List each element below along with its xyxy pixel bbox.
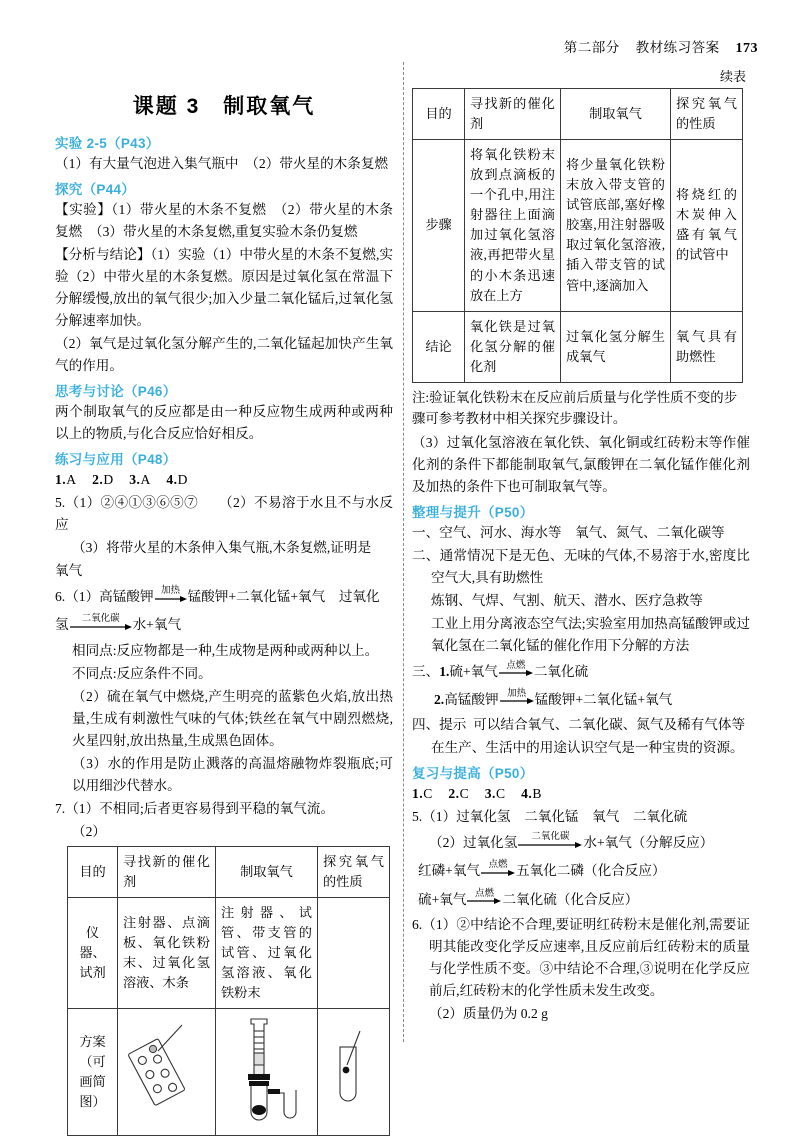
choice-answer: D [177,472,188,488]
reaction-arrow-ignite [481,860,515,878]
cell-steps-3: 将烧红的木炭伸入盛有氧气的试管中 [671,140,743,312]
choice-number: 3. [129,472,141,488]
practice-q5-3: （3）将带火星的木条伸入集气瓶,木条复燃,证明是 [72,540,372,556]
reaction-condition: 加热 [161,586,181,597]
chapter-title: 课题 3 制取氧气 [132,95,316,118]
eq-right: 二氧化硫（化合反应） [502,891,639,907]
choice-answer: C [423,786,433,802]
table-row [68,1009,390,1136]
cell-apparatus-1: 注射器、点滴板、氧化铁粉末、过氧化氢溶液、木条 [118,897,216,1008]
table-row [68,897,390,1008]
section-name: 思考与讨论 [55,384,124,400]
reaction-arrow-ignite [467,888,501,906]
table-row [413,140,743,312]
eq-prefix: （2）过氧化氢 [429,835,518,851]
section-heading-practice [55,448,393,468]
inquiry-experiment-label: 【实验】 [55,202,112,218]
row-label-purpose: 目的 [68,846,118,897]
row-label-scheme: 方案（可画简图） [68,1009,118,1136]
practice-q5-3b: 氧气 [55,563,83,579]
section-heading-experiment-2-5 [55,132,393,152]
inquiry-experiment [55,199,393,243]
cell-purpose-3: 探究氧气的性质 [318,846,390,897]
choice-answer: C [495,786,506,802]
row-label-purpose: 目的 [413,89,465,140]
cell-purpose-2: 制取氧气 [561,89,671,140]
section-page: （P50） [481,766,534,782]
practice-q6-3: （3）水的作用是防止溅落的高温熔融物炸裂瓶底;可以用细沙代替水。 [72,755,393,793]
practice-choice-answers [55,469,393,491]
reaction-arrow-co2 [518,832,582,850]
reaction-condition: 二氧化碳 [81,614,120,625]
summary-one: 一、空气、河水、海水等 氧气、氮气、二氧化碳等 [412,524,725,540]
section-page: （P46） [124,384,177,400]
section-name: 复习与提高 [412,766,481,782]
section-heading-inquiry [55,178,393,198]
practice-q6-1-equation [55,583,393,610]
review-choice-answers [412,783,750,805]
reaction-condition: 点燃 [506,660,526,671]
section-page: （P50） [481,504,534,520]
cell-purpose-3: 探究氧气的性质 [671,89,743,140]
section-heading-review [412,762,750,782]
q6-mid: 锰酸钾+二氧化锰+氧气 过氧化 [187,589,380,605]
cell-purpose-2: 制取氧气 [216,846,318,897]
page-header [0,36,800,57]
choice-number: 2. [92,472,104,488]
cell-steps-1: 将氧化铁粉末放到点滴板的一个孔中,用注射器往上面滴加过氧化氢溶液,再把带火星的小木条迅速放在上方 [465,140,561,312]
summary-two-a: 二、通常情况下是无色、无味的气体,不易溶于水,密度比空气大,具有助燃性 [412,547,750,585]
cell-purpose-1: 寻找新的催化剂 [465,89,561,140]
summary-three-eq2 [412,686,750,713]
left-column [55,66,393,1140]
reaction-arrow-heat [500,688,534,706]
summary-four-text2: 在生产、生活中的用途认识空气是一种宝贵的资源。 [431,740,744,756]
summary-three-eq1 [412,658,750,685]
practice-q7-2-label: （2） [72,823,106,839]
choice-number: 4. [166,472,178,488]
cell-apparatus-2: 注射器、试管、带支管的试管、过氧化氢溶液、氧化铁粉末 [216,897,318,1008]
continued-table-label: 续表 [719,69,746,84]
eq-number: 2. [434,692,445,708]
inquiry-analysis [55,244,393,332]
inquiry-analysis-label: 【分析与结论】 [55,247,151,263]
reaction-condition: 加热 [507,688,527,699]
review-q6-2: （2）质量仍为 0.2 g [429,1005,548,1021]
summary-three-prefix: 三、 [412,663,440,679]
summary-four-prefix: 四、提示 [412,717,467,733]
practice-q6-1-equation-2 [55,611,393,638]
q6-right2: 水+氧气 [132,617,182,633]
choice-number: 3. [484,786,496,802]
eq-right: 二氧化硫 [533,663,589,679]
choice-answer: A [66,472,77,488]
review-q6-1: 6.（1）②中结论不合理,要证明红砖粉末是催化剂,需要证明其能改变化学反应速率,且反应前后红砖粉末的质量与化学性质不变。③中结论不合理,③说明在化学反应前后,红砖粉末的化学性质未发生改变。 [412,916,750,998]
eq-right: 锰酸钾+二氧化锰+氧气 [534,692,673,708]
review-q5-1: 5.（1）过氧化氢 二氧化锰 氧气 二氧化硫 [412,809,688,825]
section-heading-summary [412,501,750,521]
syringe-test-tube-apparatus-icon [218,1015,304,1123]
practice-q5-1: 5.（1）②④①③⑥⑤⑦ （2）不易溶于水且不与水反应 [55,495,393,533]
eq-left: 红磷+氧气 [418,863,481,879]
test-tube-charcoal-icon [320,1021,374,1117]
cell-purpose-1: 寻找新的催化剂 [118,846,216,897]
review-q5-3-equation [412,857,750,884]
eq-left: 高锰酸钾 [444,692,499,708]
summary-two-b: 炼钢、气焊、气割、航天、潜水、医疗急救等 [431,592,703,608]
reaction-arrow-ignite [499,660,533,678]
section-name: 练习与应用 [55,452,124,468]
section-name: 探究 [55,182,83,198]
practice-q7-1: 7.（1）不相同;后者更容易得到平稳的氧气流。 [55,800,335,816]
choice-number: 1. [55,472,67,488]
cell-conclusion-3: 氧气具有助燃性 [671,311,743,382]
reaction-condition: 点燃 [474,888,494,899]
table-row [413,89,743,140]
cell-diagram-syringe-apparatus [216,1009,318,1136]
summary-two-c: 工业上用分离液态空气法;实验室用加热高锰酸钾或过氧化氢在二氧化锰的催化作用下分解的方法 [431,615,750,653]
cell-apparatus-3 [318,897,390,1008]
practice-q7-3: （3）过氧化氢溶液在氧化铁、氧化铜或红砖粉末等作催化剂的条件下都能制取氧气,氯酸钾在二氧化锰作催化剂及加热的条件下也可制取氧气等。 [412,434,750,494]
row-label-steps: 步骤 [413,140,465,312]
content-columns [0,66,800,1110]
choice-number: 1. [412,786,424,802]
cell-diagram-spot-plate [118,1009,216,1136]
eq-right: 水+氧气（分解反应） [583,835,714,851]
practice-q6-2: （2）硫在氧气中燃烧,产生明亮的蓝紫色火焰,放出热量,生成有刺激性气味的气体;铁丝在氧气中剧烈燃烧,火星四射,放出热量,生成黑色固体。 [72,688,393,748]
right-column [412,66,750,1026]
section-page: （P43） [107,136,160,151]
reaction-arrow-heat [155,586,187,604]
spot-plate-icon [120,1021,194,1117]
table-row [68,846,390,897]
inquiry-analysis-2: （2）氧气是过氧化氢分解产生的,二氧化锰起加快产生氧气的作用。 [55,336,393,374]
cell-diagram-charcoal-tube [318,1009,390,1136]
discussion-answer: 两个制取氧气的反应都是由一种反应物生成两种或两种以上的物质,与化合反应恰好相反。 [55,404,393,442]
inquiry-experiment-text: （1）带火星的木条不复燃 （2）带火星的木条复燃 （3）带火星的木条复燃,重复实验木条仍复燃 [55,202,394,240]
reaction-condition: 二氧化碳 [531,832,570,843]
row-label-conclusion: 结论 [413,311,465,382]
cell-conclusion-2: 过氧化氢分解生成氧气 [561,311,671,382]
choice-answer: D [103,472,114,488]
summary-four-text: 可以结合氧气、二氧化碳、氮气及稀有气体等 [473,717,746,733]
cell-conclusion-1: 氧化铁是过氧化氢分解的催化剂 [465,311,561,382]
eq-left: 硫+氧气 [418,891,467,907]
row-label-apparatus: 仪器、试剂 [68,897,118,1008]
review-q5-4-equation [412,886,750,913]
table-row [413,311,743,382]
choice-answer: A [140,472,151,488]
review-q5-2-equation [412,829,750,856]
choice-number: 4. [521,786,533,802]
reaction-arrow-co2 [70,614,132,632]
reaction-condition: 点燃 [488,860,508,871]
section-heading-discussion [55,380,393,400]
choice-answer: B [532,786,542,802]
header-title: 教材练习答案 [635,40,720,55]
page-number: 173 [735,41,758,56]
section-page: （P44） [82,182,136,198]
experiment-plan-table [67,846,390,1137]
q6-left2: 氢 [55,617,69,633]
inquiry-analysis-text1: （1）实验（1）中带火星的木条不复燃,实验（2）中带火星的木条复燃。原因是过氧化氢在常温下分解缓慢,放出的氧气很少;加入少量二氧化锰后,过氧化氢分解速率加快。 [55,247,393,329]
choice-answer: C [459,786,470,802]
practice-q6-diff: 不同点:反应条件不同。 [72,665,212,681]
header-part: 第二部分 [563,40,620,55]
eq-number: 1. [439,663,450,679]
q6-prefix: 6.（1）高锰酸钾 [55,589,154,605]
cell-steps-2: 将少量氧化铁粉末放入带支管的试管底部,塞好橡胶塞,用注射器吸取过氧化氢溶液,插入带支管的试管中,逐滴加入 [561,140,671,312]
eq-left: 硫+氧气 [449,663,498,679]
summary-four [412,714,750,736]
experiment-plan-table-continued [412,88,743,383]
section-name: 实验 2-5 [55,136,108,151]
eq-right: 五氧化二磷（化合反应） [516,863,666,879]
section-name: 整理与提升 [412,504,481,520]
choice-number: 2. [448,786,460,802]
experiment-2-5-answer: （1）有大量气泡进入集气瓶中 （2）带火星的木条复燃 [55,156,389,171]
table-note: 注:验证氧化铁粉末在反应前后质量与化学性质不变的步骤可参考教材中相关探究步骤设计。 [412,389,738,427]
section-page: （P48） [124,452,177,468]
practice-q6-same: 相同点:反应物都是一种,生成物是两种或两种以上。 [72,642,379,658]
